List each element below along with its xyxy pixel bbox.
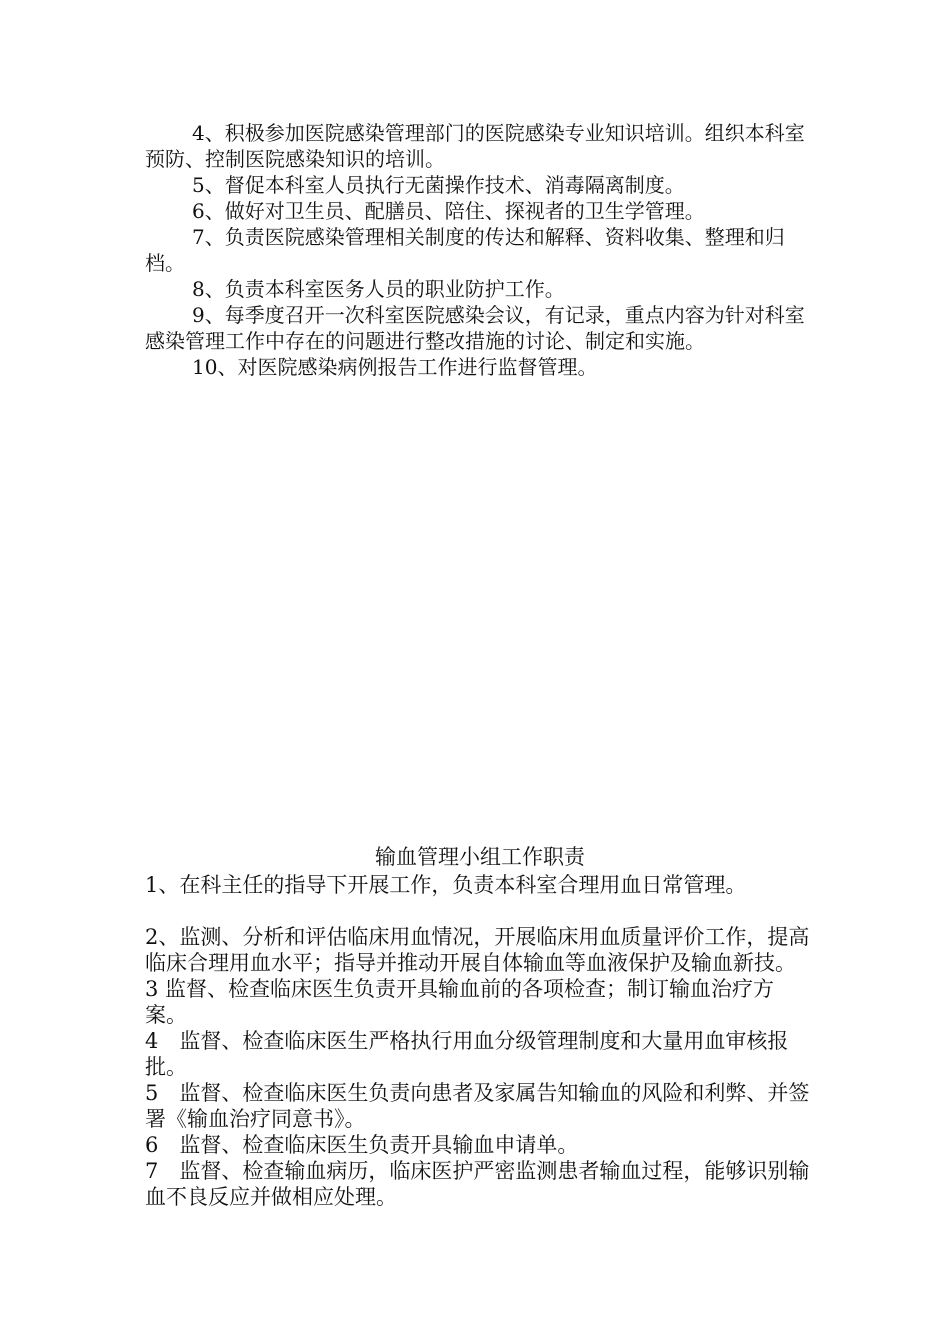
duty-item-4: 4、积极参加医院感染管理部门的医院感染专业知识培训。组织本科室预防、控制医院感染知识的培训。 (145, 121, 805, 171)
transfusion-duties-section (145, 844, 815, 1210)
duty-item-5: 5、督促本科室人员执行无菌操作技术、消毒隔离制度。 (192, 173, 685, 197)
duty-item-8: 8、负责本科室医务人员的职业防护工作。 (192, 277, 565, 301)
infection-duties-section (145, 120, 815, 380)
duty-item-10: 10、对医院感染病例报告工作进行监督管理。 (192, 355, 598, 379)
transfusion-item-5: 5 监督、检查临床医生负责向患者及家属告知输血的风险和利弊、并签署《输血治疗同意书》。 (145, 1081, 810, 1131)
transfusion-item-2: 2、监测、分析和评估临床用血情况，开展临床用血质量评价工作，提高临床合理用血水平；指导并推动开展自体输血等血液保护及输血新技。 (145, 925, 810, 975)
transfusion-item-1: 1、在科主任的指导下开展工作，负责本科室合理用血日常管理。 (145, 873, 747, 897)
section-title: 输血管理小组工作职责 (375, 845, 585, 869)
transfusion-item-4: 4 监督、检查临床医生严格执行用血分级管理制度和大量用血审核报批。 (145, 1029, 789, 1079)
transfusion-item-7: 7 监督、检查输血病历，临床医护严密监测患者输血过程，能够识别输血不良反应并做相应处理。 (145, 1159, 810, 1209)
transfusion-item-6: 6 监督、检查临床医生负责开具输血申请单。 (145, 1133, 579, 1157)
duty-item-6: 6、做好对卫生员、配膳员、陪住、探视者的卫生学管理。 (192, 199, 705, 223)
duty-item-9: 9、每季度召开一次科室医院感染会议，有记录，重点内容为针对科室感染管理工作中存在的问题进行整改措施的讨论、制定和实施。 (145, 303, 805, 353)
transfusion-item-3: 3 监督、检查临床医生负责开具输血前的各项检查；制订输血治疗方案。 (145, 977, 775, 1027)
duty-item-7: 7、负责医院感染管理相关制度的传达和解释、资料收集、整理和归档。 (145, 225, 785, 275)
blank-line (145, 898, 815, 924)
